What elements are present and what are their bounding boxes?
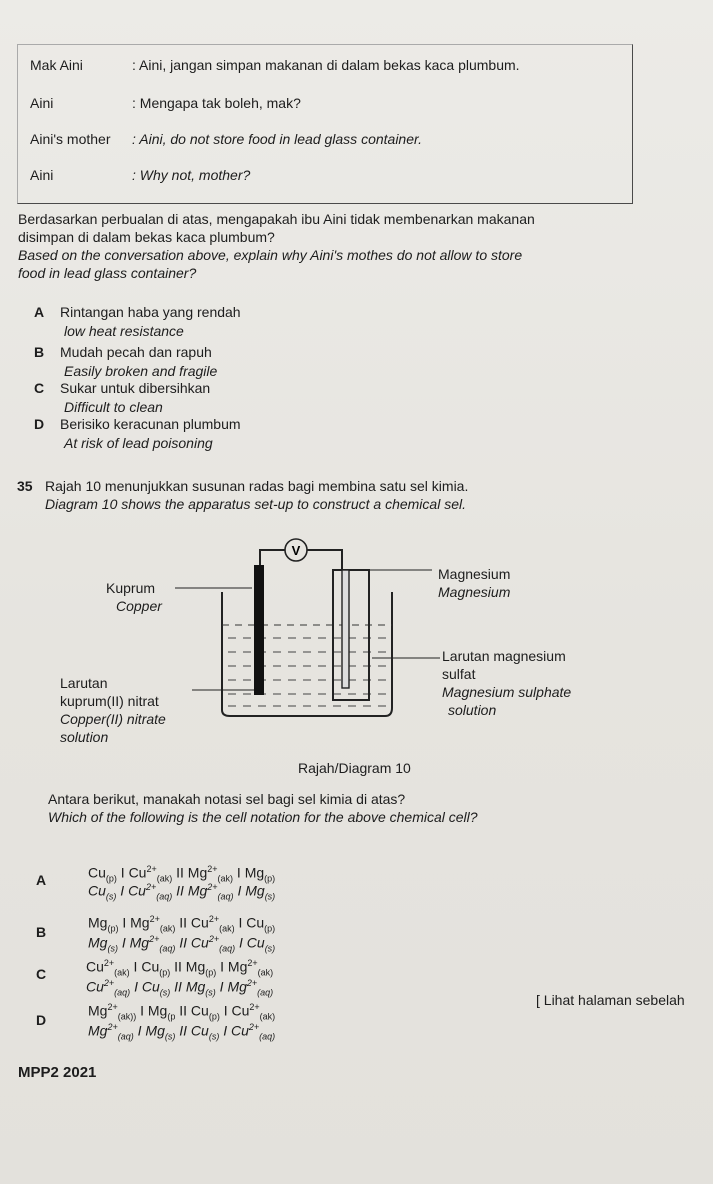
utterance: : Aini, do not store food in lead glass container. xyxy=(132,131,423,147)
q34-stem-ms-2: disimpan di dalam bekas kaca plumbum? xyxy=(18,229,275,245)
speaker: Aini xyxy=(30,167,54,183)
q35-number: 35 xyxy=(17,478,33,494)
notation-ms: $Mg_{(p)}$ I $Mg^{2+}_{(ak)}$ II $Cu^{2+}_{(ak)}$ I $Cu_{(p)}$ xyxy=(88,914,276,934)
utterance: : Aini, jangan simpan makanan di dalam bekas kaca plumbum. xyxy=(132,57,520,73)
label-copper-en: Copper xyxy=(116,598,162,614)
speaker: Mak Aini xyxy=(30,57,83,73)
notation-en: $Mg^{2+}_{(aq)}$ I $Mg_{(s)}$ II $Cu_{(s)}$ I $Cu^{2+}_{(aq)}$ xyxy=(88,1022,276,1042)
label-cu-solution-4: solution xyxy=(60,729,109,745)
notation-ms: $Cu^{2+}_{(ak)}$ I $Cu_{(p)}$ II $Mg_{(p)}$ I $Mg^{2+}_{(ak)}$ xyxy=(86,958,274,978)
q34-stem-en-1: Based on the conversation above, explain why Aini's mothes do not allow to store xyxy=(18,247,523,263)
q34-stem-en-2: food in lead glass container? xyxy=(18,265,197,281)
solution-lines xyxy=(228,638,386,706)
exam-page: Mak Aini : Aini, jangan simpan makanan di dalam bekas kaca plumbum. Aini : Mengapa tak boleh, mak? Aini's mother : Aini, do not store food in lead glass container. Aini : Why not, mother? Berdasarkan perbualan di atas, mengapakah ibu Aini tidak membenarkan makanan disimpan di dalam bekas kaca plumbum? Based on the conversation above, explain why Aini's mothes do not allow to store food in lead glass container? A Rintangan haba yang rendah low heat resistance B Mudah pecah dan rapuh Easily broken and fragile C Sukar untuk dibersihkan Difficult to clean D Berisiko keracunan plumbum At risk of lead poisoning 35 Rajah 10 menunjukkan susunan radas bagi membina satu sel kimia. Diagram 10 shows the apparatus set-up to construct a chemical sel. V Kuprum Copper Magnesium Magnesium Larutan kuprum(II) nitrat Copper(II) nitrate solution Larutan magnesium sulfat Magnesium sulphate solution Rajah/Diagram 10 Antara berikut, manakah notasi sel bagi sel kimia di atas? Which of the following is the cell notation for the above chemical cell? A $Cu_{(p)}$ I $Cu^{2+}_{(ak)}$ II $Mg^{2+}_{(ak)}$ I $Mg_{(p)}$ $Cu_{(s)}$ I $Cu^{2+}_{(aq)}$ II $Mg^{2+}_{(aq)}$ I $Mg_{(s)}$ B $Mg_{(p)}$ I $Mg^{2+}_{(ak)}$ II $Cu^{2+}_{(ak)}$ I $Cu_{(p)}$ $Mg_{(s)}$ I $Mg^{2+}_{(aq)}$ II $Cu^{2+}_{(aq)}$ I $Cu_{(s)}$ C $Cu^{2+}_{(ak)}$ I $Cu_{(p)}$ II $Mg_{(p)}$ I $Mg^{2+}_{(ak)}$ $Cu^{2+}_{(aq)}$ I $Cu_{(s)}$ II $Mg_{(s)}$ I $Mg^{2+}_{(aq)}$ D $Mg^{2+}_{(ak))}$ I $Mg_{(p}$ II $Cu_{(p)}$ I $Cu^{2+}_{(ak)}$ $Mg^{2+}_{(aq)}$ I $Mg_{(s)}$ II $Cu_{(s)}$ I $Cu^{2+}_{(aq)}$ [ Lihat halaman sebelah MPP2 2021 xyxy=(0,0,713,1184)
paper-code: MPP2 2021 xyxy=(18,1064,97,1081)
utterance: : Mengapa tak boleh, mak? xyxy=(132,95,301,111)
label-mg-solution-1: Larutan magnesium xyxy=(442,648,566,664)
dialog-box xyxy=(17,44,633,204)
turn-page-note: [ Lihat halaman sebelah xyxy=(536,992,685,1008)
q35-stem-en: Diagram 10 shows the apparatus set-up to construct a chemical sel. xyxy=(45,496,466,512)
notation-en: $Cu^{2+}_{(aq)}$ I $Cu_{(s)}$ II $Mg_{(s)}$ I $Mg^{2+}_{(aq)}$ xyxy=(86,978,274,998)
notation-ms: $Mg^{2+}_{(ak))}$ I $Mg_{(p}$ II $Cu_{(p)}$ I $Cu^{2+}_{(ak)}$ xyxy=(88,1002,276,1022)
label-copper-ms: Kuprum xyxy=(106,580,156,596)
q35-question-en: Which of the following is the cell notation for the above chemical cell? xyxy=(48,809,478,825)
speaker: Aini xyxy=(30,95,54,111)
label-mg-solution-3: Magnesium sulphate xyxy=(442,684,572,700)
notation-en: $Mg_{(s)}$ I $Mg^{2+}_{(aq)}$ II $Cu^{2+}_{(aq)}$ I $Cu_{(s)}$ xyxy=(88,934,276,954)
voltmeter-label: V xyxy=(291,543,301,558)
label-mg-solution-4: solution xyxy=(448,702,497,718)
label-cu-solution-1: Larutan xyxy=(60,675,108,691)
wire-right xyxy=(307,550,342,570)
label-mg-solution-2: sulfat xyxy=(442,666,476,682)
label-cu-solution-3: Copper(II) nitrate xyxy=(60,711,166,727)
q35-stem-ms: Rajah 10 menunjukkan susunan radas bagi membina satu sel kimia. xyxy=(45,478,469,494)
q34-stem-ms-1: Berdasarkan perbualan di atas, mengapakah ibu Aini tidak membenarkan makanan xyxy=(18,211,535,227)
notation-en: $Cu_{(s)}$ I $Cu^{2+}_{(aq)}$ II $Mg^{2+}_{(aq)}$ I $Mg_{(s)}$ xyxy=(88,882,276,902)
q35-question-ms: Antara berikut, manakah notasi sel bagi sel kimia di atas? xyxy=(48,791,406,807)
label-cu-solution-2: kuprum(II) nitrat xyxy=(60,693,159,709)
utterance: : Why not, mother? xyxy=(132,167,251,183)
beaker xyxy=(222,592,392,716)
label-mg-ms: Magnesium xyxy=(438,566,511,582)
wire-left xyxy=(260,550,285,565)
label-mg-en: Magnesium xyxy=(438,584,511,600)
speaker: Aini's mother xyxy=(30,131,111,147)
copper-electrode xyxy=(254,565,264,695)
diagram-caption: Rajah/Diagram 10 xyxy=(298,760,411,776)
magnesium-electrode xyxy=(342,570,349,688)
notation-ms: $Cu_{(p)}$ I $Cu^{2+}_{(ak)}$ II $Mg^{2+}_{(ak)}$ I $Mg_{(p)}$ xyxy=(88,864,276,884)
